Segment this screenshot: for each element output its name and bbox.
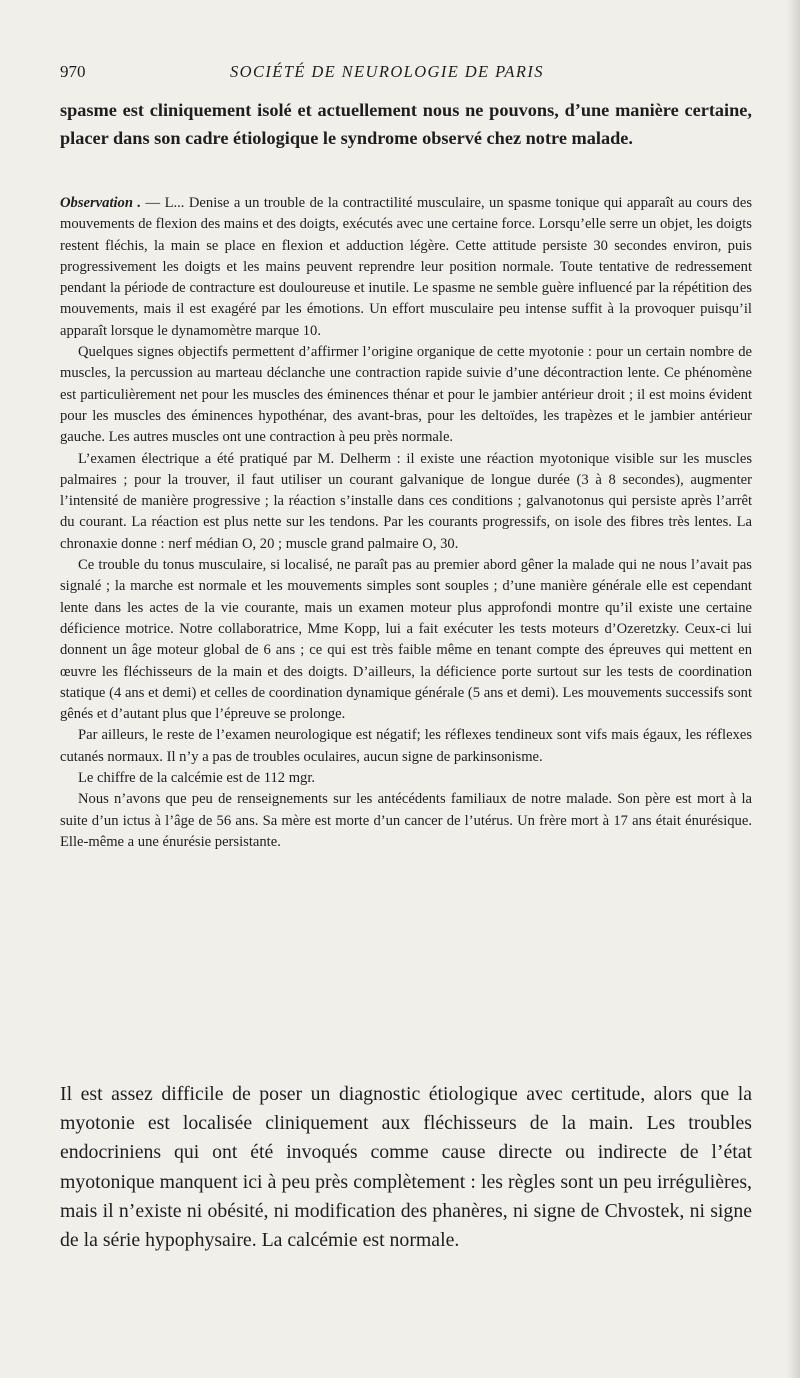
observation-label: Observation . — [60, 195, 142, 211]
paragraph-objective-signs: Quelques signes objectifs permettent d’affirmer l’origine organique de cette myotonie : pour un certain nombre de muscles, la percussion au marteau déclanche une contraction rapide suivie d’une décontraction lente. Ce phénomène est particulièrement net pour les muscles des éminences thénar et pour le jambier antérieur droit ; il est moins évident pour les muscles des éminences hypothénar, des avant-bras, pour les deltoïdes, les trapèzes et le jambier antérieur gauche. Les autres muscles ont une contraction à peu près normale. — [60, 344, 752, 446]
conclusion-paragraph: Il est assez difficile de poser un diagnostic étiologique avec certitude, alors que la myotonie est localisée cliniquement aux fléchisseurs de la main. Les troubles endocriniens qui ont été invoqués comme cause directe ou indirecte de l’état myotonique manquent ici à peu près complètement : les règles sont un peu irrégulières, mais il n’existe ni obésité, ni modification des phanères, ni signe de Chvostek, ni signe de la série hypophysaire. La calcémie est normale. — [60, 1083, 752, 1252]
paragraph-calcemia: Le chiffre de la calcémie est de 112 mgr. — [78, 770, 316, 787]
page-header — [60, 62, 750, 84]
paragraph-family-history: Nous n’avons que peu de renseignements sur les antécédents familiaux de notre malade. Son père est mort à la suite d’un ictus à l’âge de 56 ans. Sa mère est morte d’un cancer de l’utérus. Un frère mort à 17 ans était énurésique. Elle-même a une énurésie persistante. — [60, 791, 752, 850]
running-head: SOCIÉTÉ DE NEUROLOGIE DE PARIS — [230, 62, 544, 81]
observation-text: — L... Denise a un trouble de la contractilité musculaire, un spasme tonique qui apparaît au cours des mouvements de flexion des mains et des doigts, exécutés avec une certaine force. Lorsqu’elle serre un objet, les doigts restent fléchis, la main se place en flexion et adduction légère. Cette attitude persiste 30 secondes environ, puis progressivement les doigts et les mains peuvent reprendre leur position normale. Toute tentative de redressement pendant la période de contracture est douloureuse et inutile. Le spasme ne semble guère influencé par la répétition des mouvements, mais il est exagéré par les émotions. Un effort musculaire peu intense suffit à la provoquer puisqu’il apparaît lorsque le dynamomètre marque 10. — [60, 195, 753, 339]
paragraph-electrical-exam: L’examen électrique a été pratiqué par M. Delherm : il existe une réaction myotonique visible sur les muscles palmaires ; pour la trouver, il faut utiliser un courant galvanique de longue durée (3 à 8 secondes), augmenter l’intensité de manière progressive ; la réaction s’installe dans ces conditions ; galvanotonus qui persiste après l’arrêt du courant. La réaction est plus nette sur les tendons. Par les courants progressifs, on isole des fibres très lentes. La chronaxie donne : nerf médian O, 20 ; muscle grand palmaire O, 30. — [60, 450, 752, 552]
observation-paragraph — [60, 193, 752, 342]
page-number: 970 — [60, 62, 86, 81]
paragraph-tonus-disorder: Ce trouble du tonus musculaire, si localisé, ne paraît pas au premier abord gêner la malade qui ne nous l’avait pas signalé ; la marche est normale et les mouvements simples sont souples ; d’une manière générale elle est cependant lente dans les actes de la vie courante, mais un examen moteur plus approfondi montre qu’il existe une certaine déficience motrice. Notre collaboratrice, Mme Kopp, lui a fait exécuter les tests moteurs d’Ozeretzky. Ceux-ci lui donnent un âge moteur global de 6 ans ; ce qui est très faible même en tenant compte des épreuves qui mettent en œuvre les fléchisseurs de la main et des doigts. D’ailleurs, la déficience porte surtout sur les tests de coordination statique (4 ans et demi) et celles de coordination dynamique générale (5 ans et demi). Les mouvements successifs sont gênés et d’autant plus que l’épreuve se prolonge. — [60, 557, 752, 723]
paragraph-neuro-exam: Par ailleurs, le reste de l’examen neurologique est négatif; les réflexes tendineux sont vifs mais égaux, les réflexes cutanés normaux. Il n’y a pas de troubles oculaires, aucun signe de parkinsonisme. — [60, 727, 752, 765]
intro-paragraph: spasme est cliniquement isolé et actuellement nous ne pouvons, d’une manière certaine, placer dans son cadre étiologique le syndrome observé chez notre malade. — [60, 100, 752, 148]
page-edge-shadow — [786, 0, 800, 1378]
observation-section — [60, 193, 752, 853]
